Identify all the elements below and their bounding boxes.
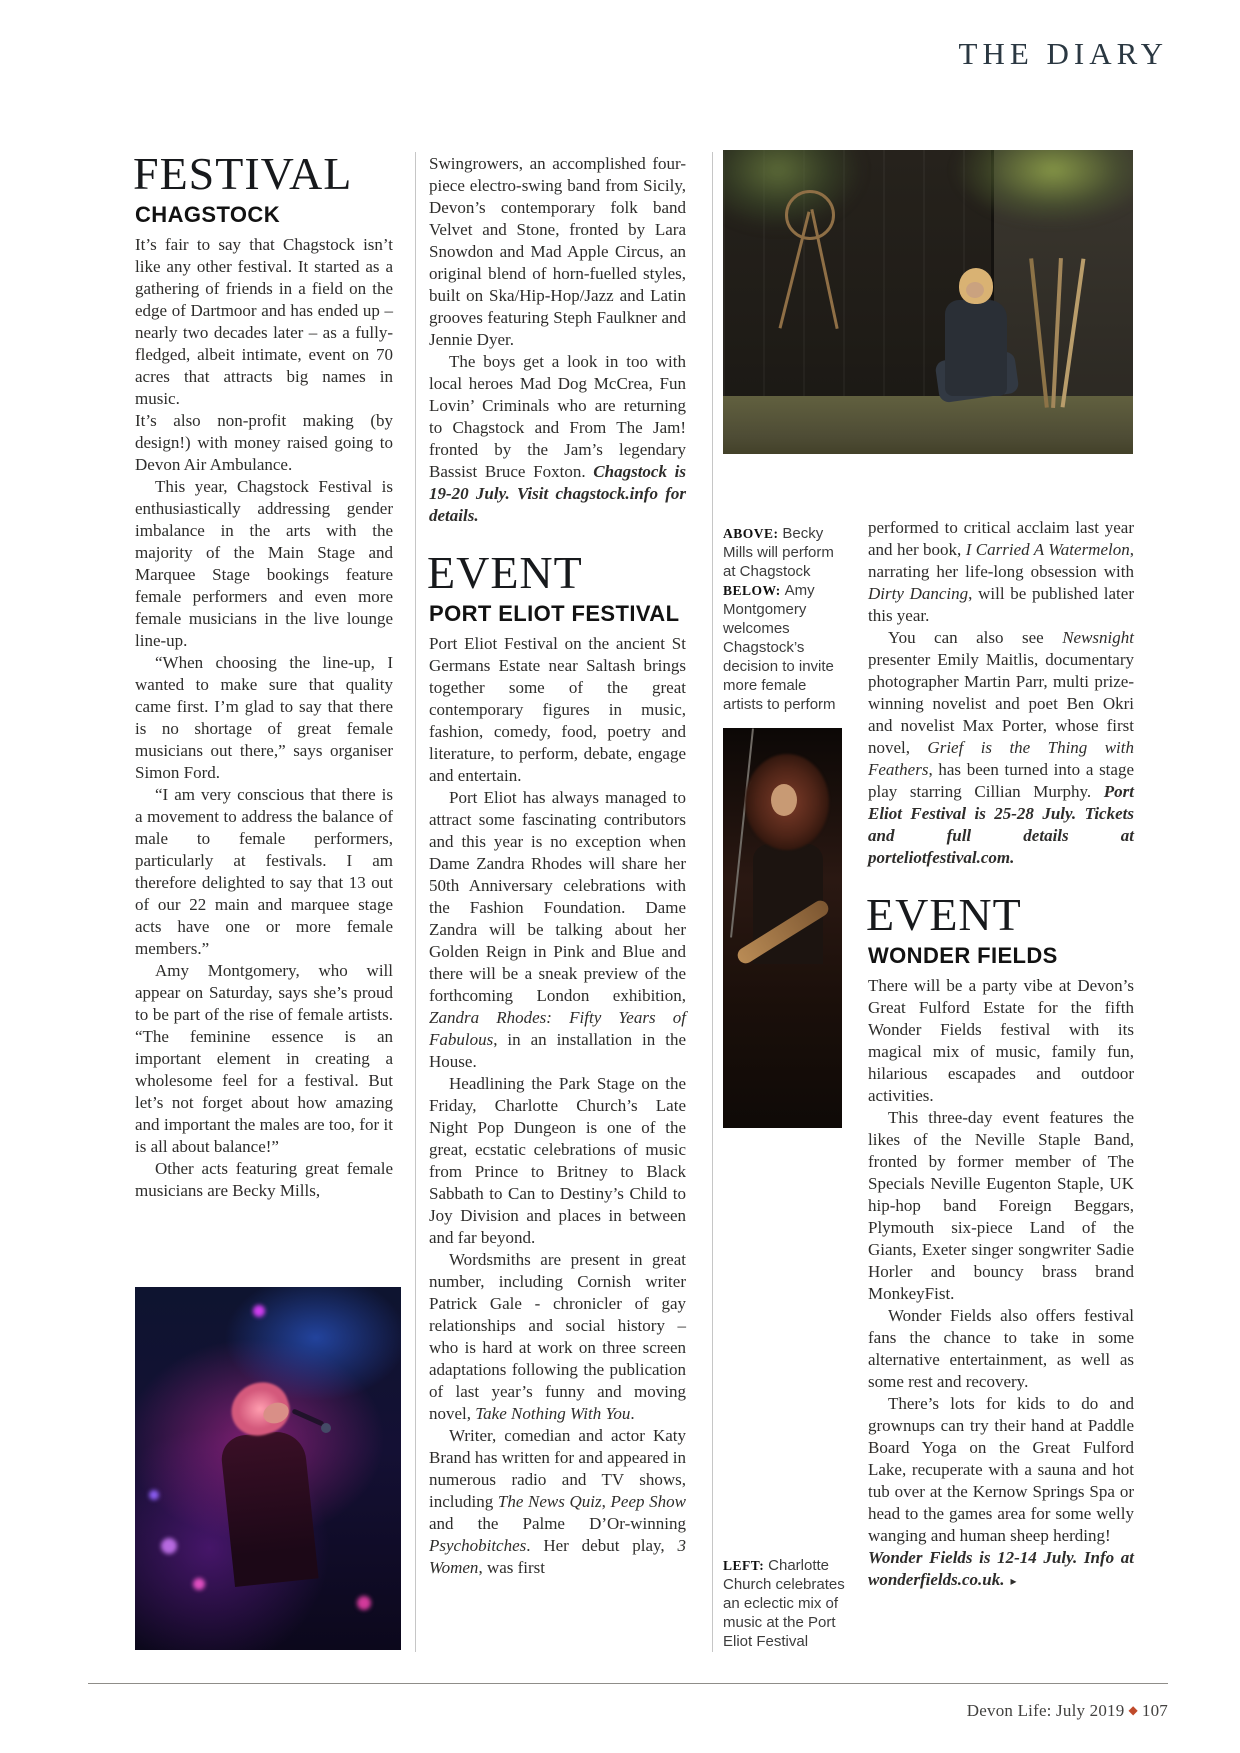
column-events: [429, 153, 686, 1579]
photo-captions-right: [723, 524, 847, 714]
column-divider-1: [415, 152, 416, 1652]
photo-becky-mills: [723, 150, 1133, 454]
bokeh-dot: [149, 1490, 159, 1500]
caption-label: BELOW:: [723, 583, 785, 598]
photo-caption-charlotte: [723, 1556, 847, 1651]
column-festival: [135, 150, 393, 1202]
photo-caption-item: [723, 524, 847, 581]
festival-body: [135, 234, 393, 1202]
singer-body: [219, 1429, 318, 1587]
foliage: [953, 150, 1133, 225]
body-paragraph: There will be a party vibe at Devon’s Great Fulford Estate for the fifth Wonder Fields festival with its magical mix of music, family fun, hilarious escapades and outdoor activities.: [868, 976, 1134, 1105]
microphone: [291, 1408, 324, 1426]
bokeh-dot: [357, 1596, 371, 1610]
body-paragraph: performed to critical acclaim last year and her book, I Carried A Watermelon, narrating her life-long obsession with Dirty Dancing, will be published later this year.: [868, 518, 1134, 625]
mic-stand: [730, 728, 754, 937]
port-eliot-body: [429, 633, 686, 1579]
body-paragraph: You can also see Newsnight presenter Emily Maitlis, documentary photographer Martin Parr, multi prize-winning novelist and poet Ben Okri and novelist Max Porter, whose first novel, Grief is the Thing with Feathers, has been turned into a stage play starring Cillian Murphy. Port Eliot Festival is 25-28 July. Tickets and full details at porteliotfestival.com.: [868, 628, 1134, 867]
body-paragraph: It’s fair to say that Chagstock isn’t like any other festival. It started as a gathering of friends in a field on the edge of Dartmoor and has ended up – nearly two decades later – as a fully-fledged, albeit intimate, event on 70 acres that attracts big names in music.: [135, 235, 393, 408]
photo-caption-item: [723, 1556, 847, 1651]
person-face: [966, 282, 984, 298]
body-paragraph: This year, Chagstock Festival is enthusiastically addressing gender imbalance in the arts with the majority of the Main Stage and Marquee Stage bookings feature female performers and even more female musicians in the live lounge line-up.: [135, 477, 393, 650]
body-paragraph: Port Eliot has always managed to attract some fascinating contributors and this year is no exception when Dame Zandra Rhodes will share her 50th Anniversary celebrations with the Fashion Foundation. Dame Zandra will be talking about her Golden Reign in Pink and Blue and there will be a sneak preview of the forthcoming London exhibition, Zandra Rhodes: Fifty Years of Fabulous, in an installation in the House.: [429, 788, 686, 1071]
caption-text: Becky Mills will perform at Chagstock: [723, 525, 834, 580]
photo-amy-montgomery: [723, 728, 842, 1128]
page-title: THE DIARY: [958, 36, 1168, 71]
caption-label: LEFT:: [723, 1558, 769, 1573]
footer-magazine-date: Devon Life: July 2019: [966, 1701, 1125, 1720]
body-paragraph: Port Eliot Festival on the ancient St Germans Estate near Saltash brings together some of the great contemporary figures in music, fashion, comedy, food, poetry and literature, to perform, debate, engage and entertain.: [429, 634, 686, 785]
body-paragraph: Wonder Fields also offers festival fans the chance to take in some alternative entertainment, as well as some rest and recovery.: [868, 1306, 1134, 1391]
column-wonder-fields: [868, 517, 1134, 1592]
body-paragraph: “I am very conscious that there is a movement to address the balance of male to female performers, particularly at festivals. I am therefore delighted to say that 13 out of our 22 main and marquee stage acts have one or more female members.”: [135, 785, 393, 958]
body-paragraph: Other acts featuring great female musicians are Becky Mills,: [135, 1159, 393, 1200]
body-paragraph: This three-day event features the likes of the Neville Staple Band, fronted by former member of The Specials Neville Eugenton Staple, UK hip-hop band Foreign Beggars, Plymouth six-piece Land of the Giants, Exeter singer songwriter Sadie Horler and bouncy brass brand MonkeyFist.: [868, 1108, 1134, 1303]
body-paragraph: Wordsmiths are present in great number, including Cornish writer Patrick Gale - chronicler of gay relationships and social history – who is hard at work on three screen adaptations following the publication of last year’s funny and moving novel, Take Nothing With You.: [429, 1250, 686, 1423]
grass: [723, 396, 1133, 454]
caption-label: ABOVE:: [723, 526, 783, 541]
person-face: [771, 784, 797, 816]
wonder-fields-subheading: WONDER FIELDS: [868, 943, 1058, 968]
column-divider-2: [712, 152, 713, 1652]
event-heading-2: EVENT: [866, 889, 1022, 940]
chagstock-subheading: CHAGSTOCK: [135, 202, 280, 227]
wonder-fields-body: [868, 975, 1134, 1592]
diamond-icon: ◆: [1128, 1703, 1138, 1717]
port-eliot-subheading: PORT ELIOT FESTIVAL: [429, 601, 680, 626]
body-paragraph: Amy Montgomery, who will appear on Saturday, says she’s proud to be part of the rise of female artists. “The feminine essence is an important element in creating a wholesome feel for a festival. But let’s not forget about how amazing and important the males are too, for it is all about balance!”: [135, 961, 393, 1156]
footer-rule: [88, 1683, 1168, 1684]
port-eliot-continued-body: [868, 517, 1134, 869]
photo-caption-item: [723, 581, 847, 714]
bokeh-dot: [253, 1305, 265, 1317]
photo-concert-singer: [135, 1287, 401, 1650]
body-paragraph: Headlining the Park Stage on the Friday, Charlotte Church’s Late Night Pop Dungeon is one of the great, ecstatic celebrations of music from Prince to Britney to Black Sabbath to Can to Destiny’s Child to Joy Division and places in between and far beyond.: [429, 1074, 686, 1247]
bokeh-dot: [161, 1538, 177, 1554]
footer-page-number: 107: [1141, 1701, 1168, 1720]
event-heading: EVENT: [427, 547, 583, 598]
body-paragraph: Wonder Fields is 12-14 July. Info at wonderfields.co.uk. ▸: [868, 1548, 1134, 1589]
festival-heading: FESTIVAL: [133, 148, 353, 199]
body-paragraph: There’s lots for kids to do and grownups can try their hand at Paddle Board Yoga on the Great Fulford Lake, recuperate with a sauna and hot tub over at the Kernow Springs Spa or head to the games area for some welly wanging and human sheep herding!: [868, 1394, 1134, 1545]
body-paragraph: The boys get a look in too with local heroes Mad Dog McCrea, Fun Lovin’ Criminals who are returning to Chagstock and From The Jam! fronted by the Jam’s legendary Bassist Bruce Foxton. Chagstock is 19-20 July. Visit chagstock.info for details.: [429, 352, 686, 525]
caption-text: Charlotte Church celebrates an eclectic mix of music at the Port Eliot Festival: [723, 1557, 845, 1650]
footer: [967, 1701, 1168, 1721]
body-paragraph: It’s also non-profit making (by design!) with money raised going to Devon Air Ambulance.: [135, 411, 393, 474]
microphone-head: [321, 1423, 331, 1433]
person-body: [945, 300, 1007, 396]
body-paragraph: Swingrowers, an accomplished four-piece electro-swing band from Sicily, Devon’s contemporary folk band Velvet and Stone, fronted by Lara Snowdon and Mad Apple Circus, an original blend of horn-fuelled styles, built on Ska/Hip-Hop/Jazz and Latin grooves featuring Steph Faulkner and Jennie Dyer.: [429, 154, 686, 349]
caption-text: Amy Montgomery welcomes Chagstock’s decision to invite more female artists to perform: [723, 582, 836, 713]
bokeh-dot: [193, 1578, 205, 1590]
body-paragraph: Writer, comedian and actor Katy Brand has written for and appeared in numerous radio and TV shows, including The News Quiz, Peep Show and the Palme D’Or-winning Psychobitches. Her debut play, 3 Women, was first: [429, 1426, 686, 1577]
body-paragraph: “When choosing the line-up, I wanted to make sure that quality came first. I’m glad to say that there is no shortage of great female musicians out there,” says organiser Simon Ford.: [135, 653, 393, 782]
stick-art: [785, 190, 835, 240]
chagstock-continued-body: [429, 153, 686, 527]
